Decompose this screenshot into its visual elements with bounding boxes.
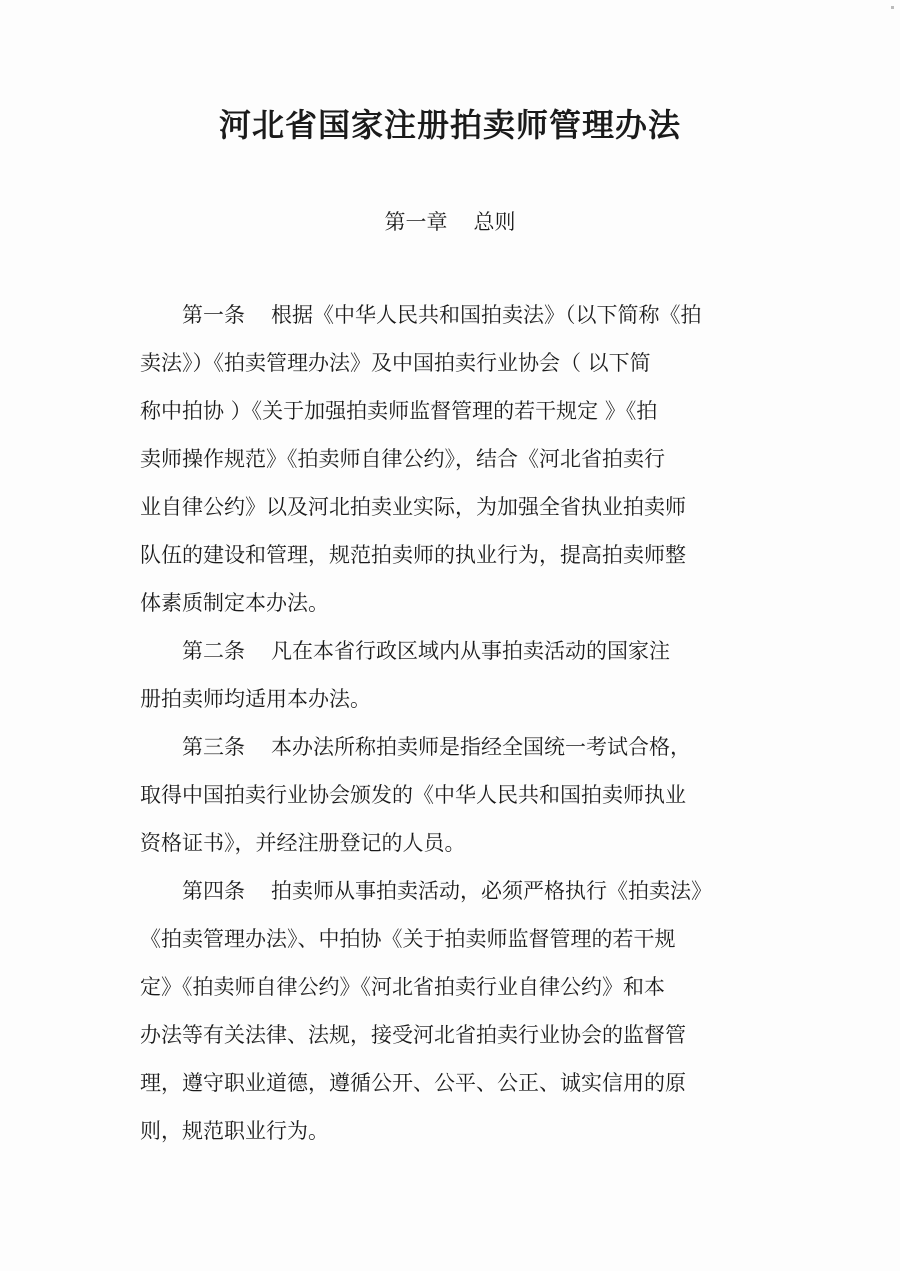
article-1-line-3: 称中拍协 ）《关于加强拍卖师监督管理的若干规定 》《拍 (140, 399, 658, 423)
article-4-line-2: 《拍卖管理办法》、中拍协《关于拍卖师监督管理的若干规 (140, 927, 676, 951)
article-1-number: 第一条 (182, 303, 245, 327)
article-4-line-3: 定》《拍卖师自律公约》《河北省拍卖行业自律公约》和本 (140, 975, 665, 999)
article-4-line-6: 则，规范职业行为。 (140, 1119, 329, 1143)
article-4-number: 第四条 (182, 879, 245, 903)
article-1-line-4: 卖师操作规范》《拍卖师自律公约》，结合《河北省拍卖行 (140, 447, 665, 471)
chapter-heading (0, 206, 900, 236)
article-2-line-2: 册拍卖师均适用本办法。 (140, 687, 371, 711)
article-4-line-1: 第四条 拍卖师从事拍卖活动，必须严格执行《拍卖法》 (182, 879, 712, 903)
article-1-line-6: 队伍的建设和管理，规范拍卖师的执业行为，提高拍卖师整 (140, 543, 686, 567)
article-1-line-1: 第一条 根据《中华人民共和国拍卖法》（以下简称《拍 (182, 303, 702, 327)
article-2-line-1: 第二条 凡在本省行政区域内从事拍卖活动的国家注 (182, 639, 670, 663)
scan-speck (891, 6, 894, 9)
document-title: 河北省国家注册拍卖师管理办法 (218, 106, 681, 144)
article-1-line-7: 体素质制定本办法。 (140, 591, 329, 615)
article-4-line-5: 理，遵守职业道德，遵循公开、公平、公正、诚实信用的原 (140, 1071, 686, 1095)
article-3-line-1: 第三条 本办法所称拍卖师是指经全国统一考试合格， (182, 735, 691, 759)
article-3-line-2: 取得中国拍卖行业协会颁发的《中华人民共和国拍卖师执业 (140, 783, 686, 807)
article-3-number: 第三条 (182, 735, 245, 759)
article-1-line-5: 业自律公约》以及河北拍卖业实际，为加强全省执业拍卖师 (140, 495, 686, 519)
article-1-line-2: 卖法》）《拍卖管理办法》及中国拍卖行业协会（ 以下简 (140, 351, 651, 375)
chapter-number: 第一章 (384, 210, 448, 234)
article-4-line-4: 办法等有关法律、法规，接受河北省拍卖行业协会的监督管 (140, 1023, 686, 1047)
chapter-name: 总则 (473, 210, 516, 234)
article-2-number: 第二条 (182, 639, 245, 663)
article-3-line-3: 资格证书》，并经注册登记的人员。 (140, 831, 466, 855)
